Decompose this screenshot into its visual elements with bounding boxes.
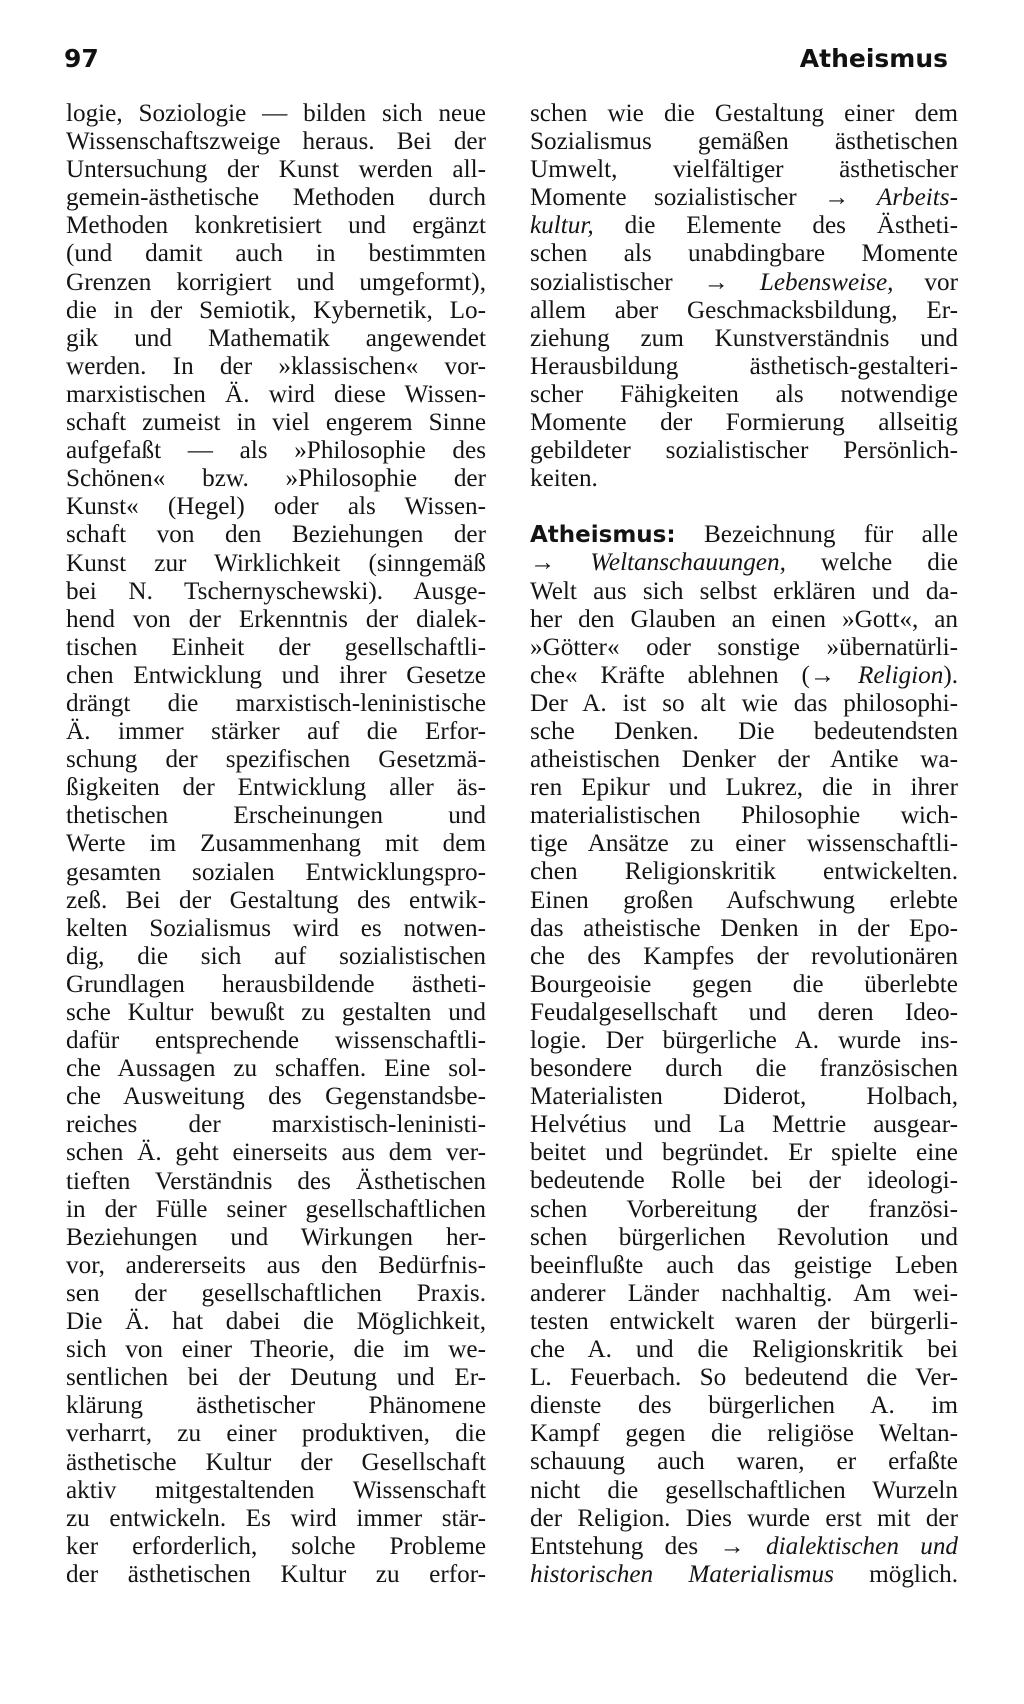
text-line: ker erforderlich, solche Probleme: [66, 1532, 486, 1560]
cross-reference-link[interactable]: Arbeits-: [876, 184, 958, 212]
text-line: schaft von den Beziehungen der: [66, 521, 486, 549]
text-line: che Aussagen zu schaffen. Eine sol-: [66, 1055, 486, 1083]
text-line: aktiv mitgestaltenden Wissenschaft: [66, 1476, 486, 1504]
text-line: Feudalgesellschaft und deren Ideo-: [530, 998, 958, 1026]
text-line: bedeutende Rolle bei der ideologi-: [530, 1167, 958, 1195]
text-line: nicht die gesellschaftlichen Wurzeln: [530, 1476, 958, 1504]
text-line: Kunst zur Wirklichkeit (sinngemäß: [66, 549, 486, 577]
text-line: Kunst« (Hegel) oder als Wissen-: [66, 493, 486, 521]
text-line: Einen großen Aufschwung erlebte: [530, 886, 958, 914]
text-fragment: Entstehung des →: [530, 1532, 745, 1560]
text-line: ren Epikur und Lukrez, die in ihrer: [530, 774, 958, 802]
text-line: dig, die sich auf sozialistischen: [66, 942, 486, 970]
text-line: Werte im Zusammenhang mit dem: [66, 830, 486, 858]
text-line: Herausbildung ästhetisch-gestalteri-: [530, 352, 958, 380]
text-line: [530, 549, 958, 577]
text-line: schen bürgerlichen Revolution und: [530, 1223, 958, 1251]
text-line: ziehung zum Kunstverständnis und: [530, 324, 958, 352]
text-line: Helvétius und La Mettrie ausgear-: [530, 1111, 958, 1139]
right-column: [530, 100, 958, 1589]
entry-keyword: Atheismus:: [530, 522, 676, 549]
running-head: Atheismus: [799, 44, 948, 73]
text-line: in der Fülle seiner gesellschaftlichen: [66, 1195, 486, 1223]
text-line: schen wie die Gestaltung einer dem: [530, 100, 958, 127]
text-line: [530, 212, 958, 240]
text-line: anderer Länder nachhaltig. Am wei-: [530, 1279, 958, 1307]
text-line: Der A. ist so alt wie das philosophi-: [530, 689, 958, 717]
text-line: verharrt, zu einer produktiven, die: [66, 1420, 486, 1448]
entry-atheismus: [530, 521, 958, 1589]
text-line: chen Religionskritik entwickelten.: [530, 858, 958, 886]
text-fragment: möglich.: [869, 1560, 958, 1588]
text-line: kelten Sozialismus wird es notwen-: [66, 914, 486, 942]
text-line: reiches der marxistisch-leninisti-: [66, 1111, 486, 1139]
text-line: logie, Soziologie — bilden sich neue: [66, 100, 486, 127]
text-line: zeß. Bei der Gestaltung des entwik-: [66, 886, 486, 914]
text-fragment: die Elemente des Ästheti-: [624, 212, 958, 240]
text-line: »Götter« oder sonstige »übernatürli-: [530, 633, 958, 661]
text-line: Umwelt, vielfältiger ästhetischer: [530, 156, 958, 184]
text-fragment: Bezeichnung für alle: [703, 521, 958, 549]
text-line: materialistischen Philosophie wich-: [530, 802, 958, 830]
text-line: [530, 1533, 958, 1561]
text-line: Materialisten Diderot, Holbach,: [530, 1083, 958, 1111]
text-line: [530, 521, 958, 549]
text-line: Grundlagen herausbildende ästheti-: [66, 970, 486, 998]
left-column: [66, 100, 486, 1589]
cross-reference-link[interactable]: kultur,: [530, 212, 594, 240]
text-line: schen als unabdingbare Momente: [530, 240, 958, 268]
text-line: zu entwickeln. Es wird immer stär-: [66, 1504, 486, 1532]
text-line: Bourgeoisie gegen die überlebte: [530, 970, 958, 998]
text-line: Schönen« bzw. »Philosophie der: [66, 465, 486, 493]
cross-reference-link[interactable]: historischen Materialismus: [530, 1560, 834, 1588]
text-line: Sozialismus gemäßen ästhetischen: [530, 128, 958, 156]
text-line: keiten.: [530, 465, 598, 493]
text-line: her den Glauben an einen »Gott«, an: [530, 605, 958, 633]
text-line: Beziehungen und Wirkungen her-: [66, 1223, 486, 1251]
text-fragment: welche die: [820, 549, 959, 577]
text-line: dienste des bürgerlichen A. im: [530, 1392, 958, 1420]
text-line: aufgefaßt — als »Philosophie des: [66, 437, 486, 465]
text-line: sentlichen bei der Deutung und Er-: [66, 1364, 486, 1392]
text-line: che A. und die Religionskritik bei: [530, 1336, 958, 1364]
text-line: vor, andererseits aus den Bedürfnis-: [66, 1251, 486, 1279]
text-line: Momente der Formierung allseitig: [530, 409, 958, 437]
text-line: allem aber Geschmacksbildung, Er-: [530, 296, 958, 324]
text-line: Methoden konkretisiert und ergänzt: [66, 212, 486, 240]
text-line: chen Entwicklung und ihrer Gesetze: [66, 661, 486, 689]
text-line: Die Ä. hat dabei die Möglichkeit,: [66, 1308, 486, 1336]
text-fragment: ).: [943, 661, 958, 689]
text-line: atheistischen Denker der Antike wa-: [530, 746, 958, 774]
text-line: Wissenschaftszweige heraus. Bei der: [66, 128, 486, 156]
text-line: L. Feuerbach. So bedeutend die Ver-: [530, 1364, 958, 1392]
cross-reference-link[interactable]: Weltanschauungen,: [590, 549, 786, 577]
text-line: ästhetische Kultur der Gesellschaft: [66, 1448, 486, 1476]
text-line: drängt die marxistisch-leninistische: [66, 689, 486, 717]
text-line: Ä. immer stärker auf die Erfor-: [66, 718, 486, 746]
text-line: [530, 269, 958, 297]
text-line: schen Vorbereitung der französi-: [530, 1195, 958, 1223]
text-line: bei N. Tschernyschewski). Ausge-: [66, 577, 486, 605]
text-line: [530, 184, 958, 212]
text-line: tieften Verständnis des Ästhetischen: [66, 1167, 486, 1195]
text-line: schen Ä. geht einerseits aus dem ver-: [66, 1139, 486, 1167]
text-line: Welt aus sich selbst erklären und da-: [530, 577, 958, 605]
text-line: besondere durch die französischen: [530, 1055, 958, 1083]
text-line: Untersuchung der Kunst werden all-: [66, 156, 486, 184]
text-line: tige Ansätze zu einer wissenschaftli-: [530, 830, 958, 858]
text-line: sche Kultur bewußt zu gestalten und: [66, 999, 486, 1026]
text-line: [530, 1561, 958, 1589]
text-fragment: sozialistischer →: [530, 268, 729, 296]
text-line: sich von einer Theorie, die im we-: [66, 1336, 486, 1364]
paragraph-gap: [530, 493, 958, 521]
text-line: klärung ästhetischer Phänomene: [66, 1392, 486, 1420]
paragraph-aesthetics-continued: [530, 100, 958, 493]
text-line: der ästhetischen Kultur zu erfor-: [66, 1560, 486, 1588]
text-line: beitet und begründet. Er spielte eine: [530, 1139, 958, 1167]
cross-reference-link[interactable]: dialektischen und: [766, 1532, 959, 1560]
arrow-icon: →: [530, 549, 556, 577]
text-line: sche Denken. Die bedeutendsten: [530, 717, 958, 745]
text-line: sen der gesellschaftlichen Praxis.: [66, 1279, 486, 1307]
cross-reference-link[interactable]: Lebensweise,: [759, 268, 894, 296]
page-number: 97: [64, 44, 99, 73]
text-line: gik und Mathematik angewendet: [66, 324, 486, 352]
text-line: marxistischen Ä. wird diese Wissen-: [66, 380, 486, 408]
text-line: die in der Semiotik, Kybernetik, Lo-: [66, 296, 486, 324]
text-line: (und damit auch in bestimmten: [66, 240, 486, 268]
text-line: testen entwickelt waren der bürgerli-: [530, 1307, 958, 1335]
text-line: che Ausweitung des Gegenstandsbe-: [66, 1083, 486, 1111]
text-line: gemein-ästhetische Methoden durch: [66, 184, 486, 212]
text-line: thetischen Erscheinungen und: [66, 802, 486, 830]
text-line: schung der spezifischen Gesetzmä-: [66, 746, 486, 774]
text-fragment: che« Kräfte ablehnen (→: [530, 661, 836, 689]
text-line: [530, 662, 958, 690]
text-line: gebildeter sozialistischer Persönlich-: [530, 437, 958, 465]
text-fragment: vor: [924, 268, 958, 296]
text-line: schauung auch waren, er erfaßte: [530, 1448, 958, 1476]
cross-reference-link[interactable]: Religion: [857, 661, 944, 689]
text-line: scher Fähigkeiten als notwendige: [530, 380, 958, 408]
text-line: dafür entsprechende wissenschaftli-: [66, 1027, 486, 1055]
text-line: hend von der Erkenntnis der dialek-: [66, 605, 486, 633]
text-line: gesamten sozialen Entwicklungspro-: [66, 858, 486, 886]
text-line: logie. Der bürgerliche A. wurde ins-: [530, 1027, 958, 1054]
text-fragment: Momente sozialistischer →: [530, 184, 850, 212]
text-line: schaft zumeist in viel engerem Sinne: [66, 409, 486, 437]
text-line: beeinflußte auch das geistige Leben: [530, 1251, 958, 1279]
text-line: Kampf gegen die religiöse Weltan-: [530, 1420, 958, 1448]
text-line: das atheistische Denken in der Epo-: [530, 914, 958, 942]
text-line: der Religion. Dies wurde erst mit der: [530, 1504, 958, 1532]
text-line: tischen Einheit der gesellschaftli-: [66, 633, 486, 661]
text-line: che des Kampfes der revolutionären: [530, 942, 958, 970]
text-line: ßigkeiten der Entwicklung aller äs-: [66, 774, 486, 802]
text-line: werden. In der »klassischen« vor-: [66, 352, 486, 380]
text-line: Grenzen korrigiert und umgeformt),: [66, 268, 486, 296]
